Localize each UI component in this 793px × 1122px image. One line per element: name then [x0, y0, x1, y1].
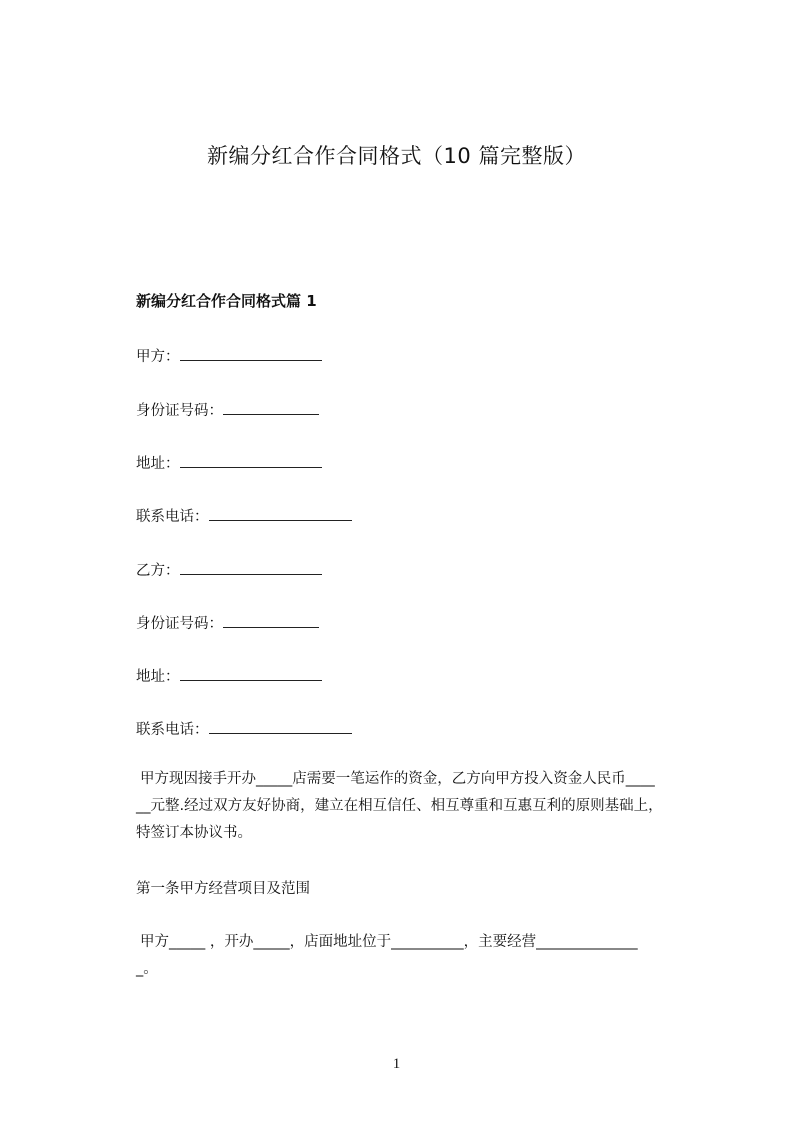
article-1-line: 甲方_____ ，开办_____，店面地址位于__________，主要经营______________	[140, 934, 638, 950]
intro-line: 特签订本协议书。	[136, 825, 252, 841]
intro-line: 甲方现因接手开办_____店需要一笔运作的资金，乙方向甲方投入资金人民币____	[140, 771, 655, 787]
party-a-address-label: 地址：	[136, 456, 180, 472]
party-b-address-label: 地址：	[136, 669, 180, 685]
intro-paragraph	[136, 766, 706, 847]
party-b-phone-blank	[209, 721, 352, 734]
party-a-address-field	[136, 452, 322, 473]
party-a-field	[136, 345, 322, 366]
party-b-id-blank	[223, 615, 319, 628]
article-1-paragraph	[136, 929, 706, 983]
party-a-id-label: 身份证号码：	[136, 403, 223, 419]
section-heading: 新编分红合作合同格式篇 1	[136, 292, 317, 310]
party-b-id-label: 身份证号码：	[136, 616, 223, 632]
party-a-phone-label: 联系电话：	[136, 509, 209, 525]
party-a-id-field	[136, 399, 319, 420]
intro-line: __元整.经过双方友好协商，建立在相互信任、相互尊重和互惠互利的原则基础上，	[136, 798, 663, 814]
article-1-heading: 第一条甲方经营项目及范围	[136, 881, 310, 897]
party-a-label: 甲方：	[136, 349, 180, 365]
party-b-label: 乙方：	[136, 563, 180, 579]
party-b-address-field	[136, 665, 322, 686]
party-b-phone-field	[136, 718, 352, 739]
party-a-id-blank	[223, 402, 319, 415]
article-1-line: _。	[136, 961, 158, 977]
party-a-phone-field	[136, 505, 352, 526]
page-number: 1	[392, 1056, 401, 1072]
document-title: 新编分红合作合同格式（10 篇完整版）	[207, 144, 586, 168]
party-b-address-blank	[180, 668, 322, 681]
party-b-blank	[180, 562, 322, 575]
party-b-id-field	[136, 612, 319, 633]
party-a-phone-blank	[209, 508, 352, 521]
party-a-address-blank	[180, 455, 322, 468]
party-b-field	[136, 559, 322, 580]
party-b-phone-label: 联系电话：	[136, 722, 209, 738]
party-a-blank	[180, 348, 322, 361]
